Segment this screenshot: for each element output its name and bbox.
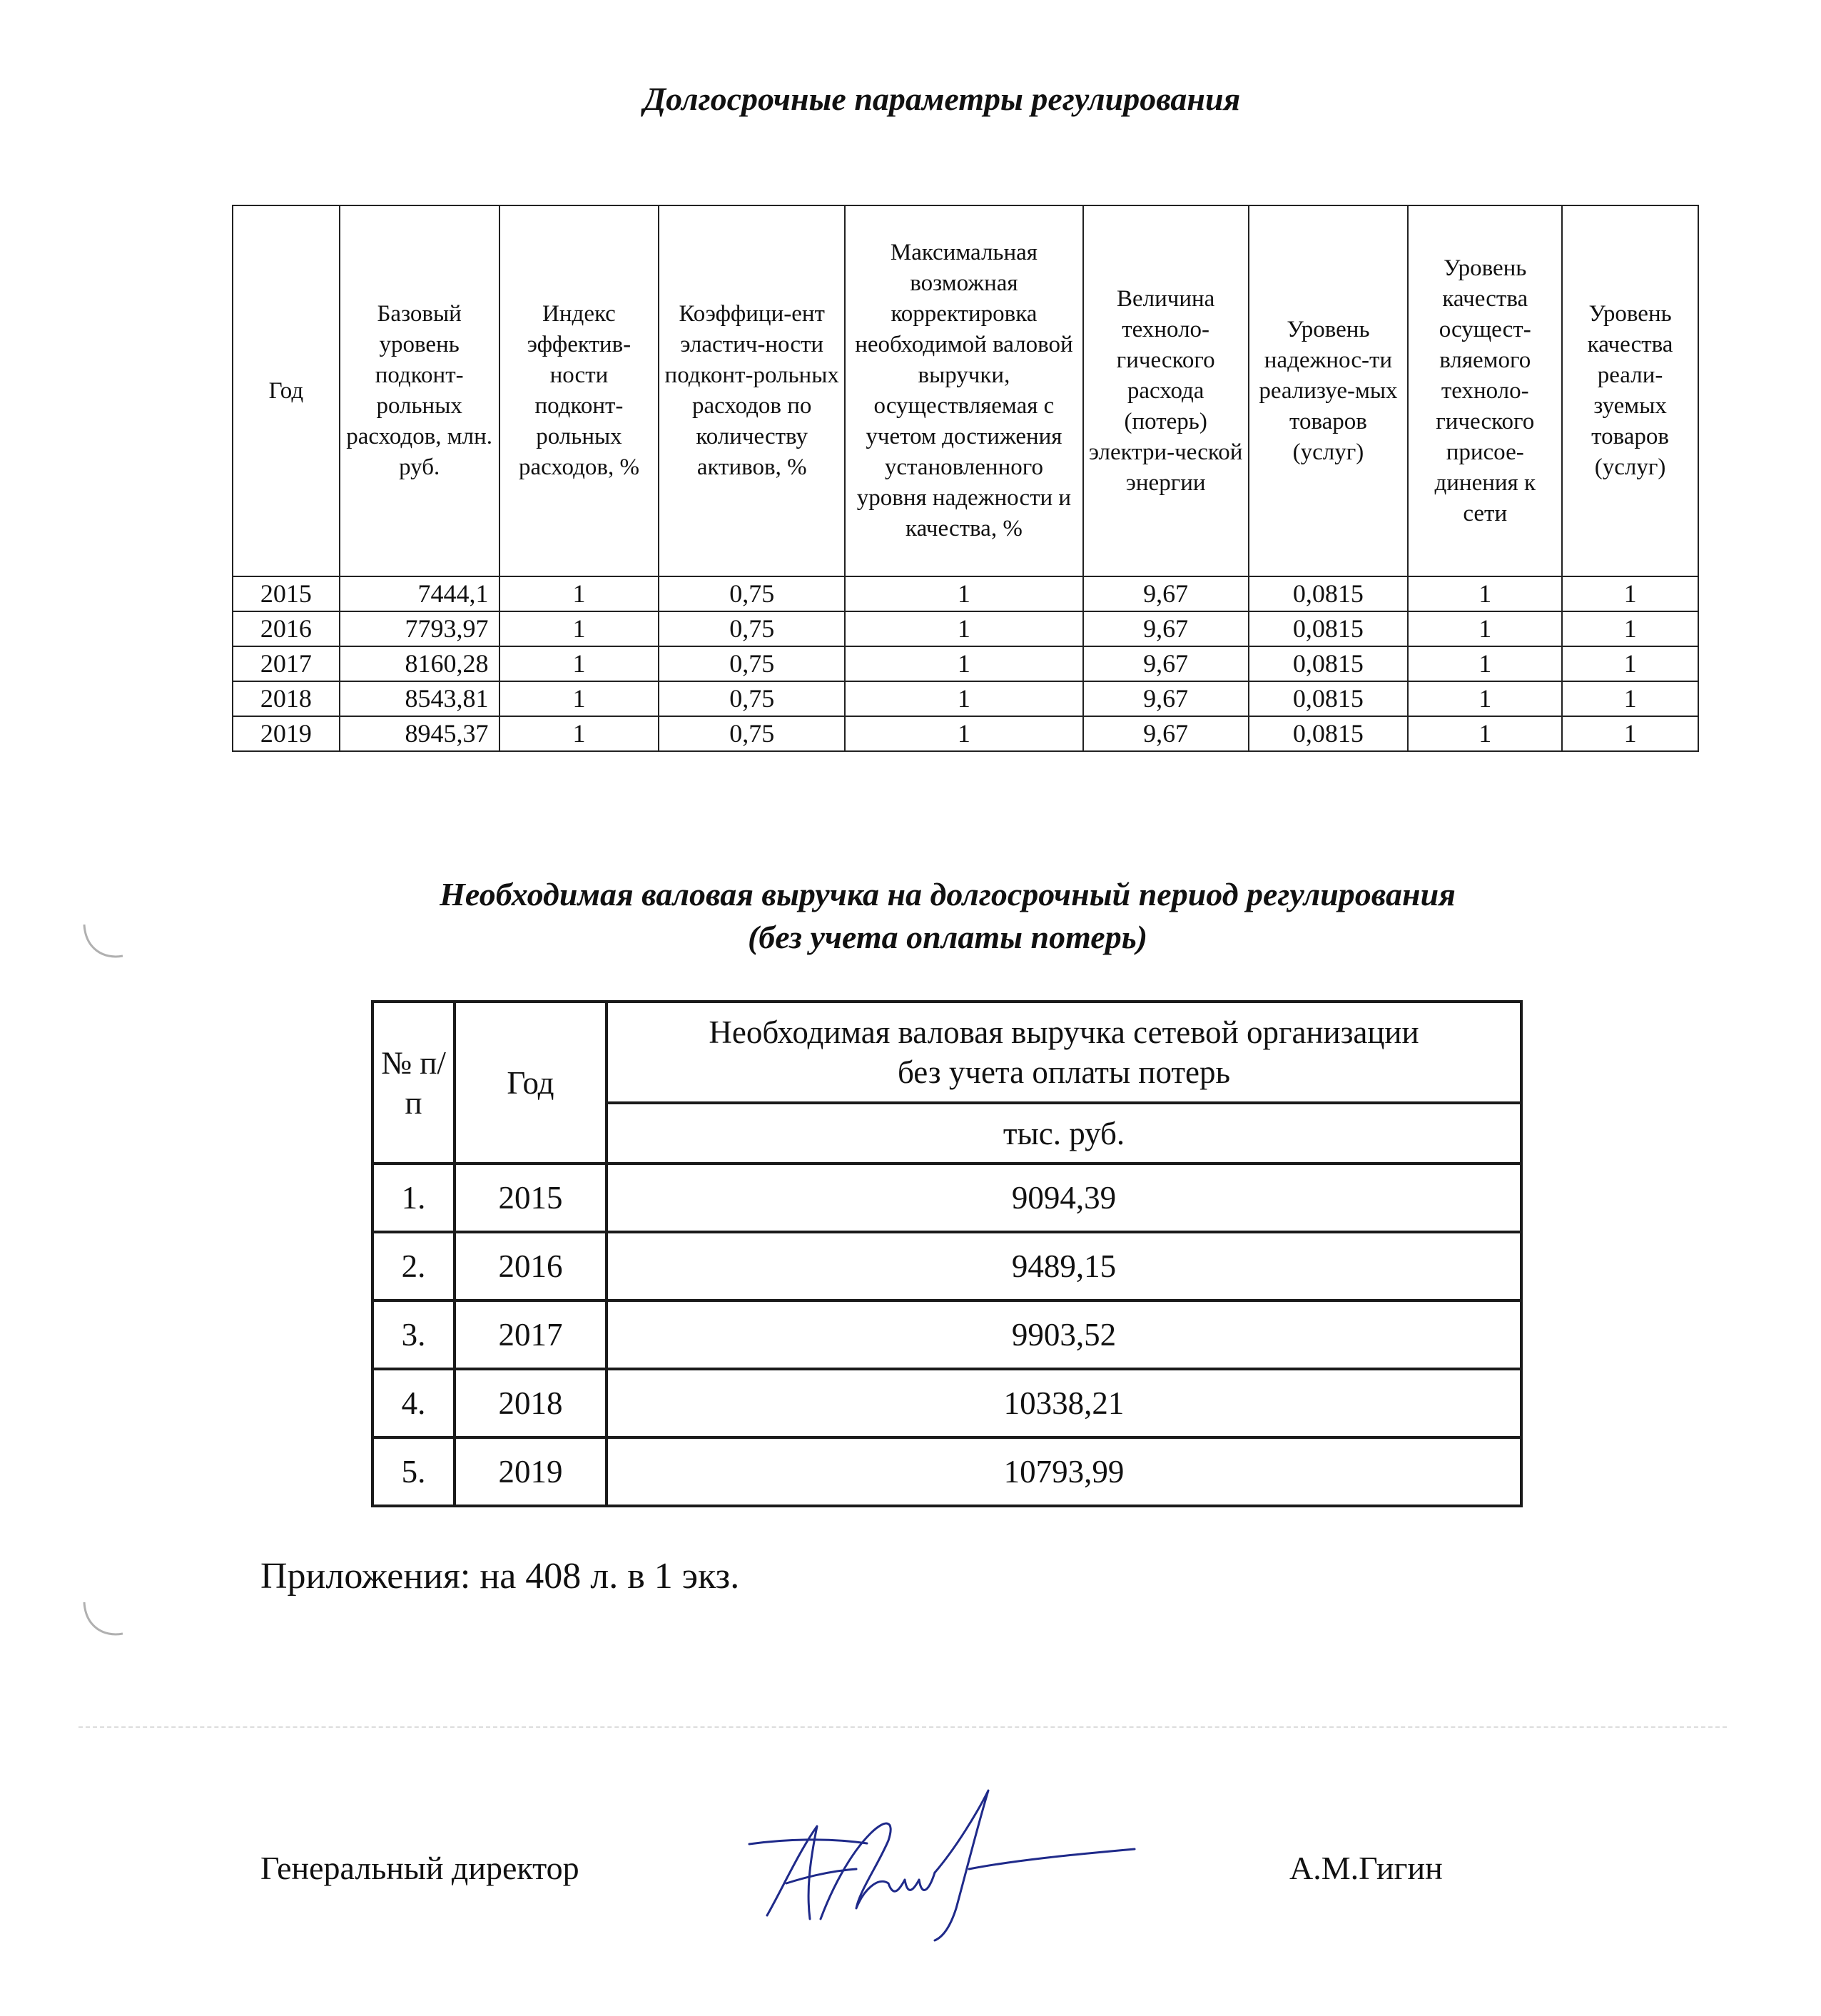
revenue-row-num: 3.: [372, 1300, 455, 1369]
params-cell: 1: [499, 681, 659, 716]
params-header-cell: Базовый уровень подконт-рольных расходов, млн. руб.: [340, 205, 499, 576]
revenue-row-year: 2016: [455, 1232, 607, 1300]
revenue-row: [372, 1369, 1521, 1437]
revenue-row: [372, 1164, 1521, 1232]
punch-hole-mark: [78, 1598, 128, 1641]
params-row: [233, 716, 1698, 751]
revenue-table: [371, 1000, 1523, 1507]
params-cell: 1: [845, 716, 1083, 751]
revenue-row-value: 10793,99: [607, 1437, 1521, 1506]
params-header-cell: Максимальная возможная корректировка необходимой валовой выручки, осуществляемая с учетом достижения установленного уровня надежности и качества, %: [845, 205, 1083, 576]
params-header-cell: Индекс эффектив-ности подконт-рольных расходов, %: [499, 205, 659, 576]
params-header-cell: Коэффици-ент эластич-ности подконт-рольных расходов по количеству активов, %: [659, 205, 845, 576]
revenue-row-value: 9903,52: [607, 1300, 1521, 1369]
params-cell: 1: [845, 646, 1083, 681]
revenue-col-value: [607, 1002, 1521, 1103]
punch-hole-mark: [78, 920, 128, 963]
revenue-row-value: 10338,21: [607, 1369, 1521, 1437]
params-cell: 2018: [233, 681, 340, 716]
revenue-title: [0, 873, 1821, 959]
params-cell: 0,75: [659, 646, 845, 681]
revenue-row-num: 4.: [372, 1369, 455, 1437]
params-cell: 0,0815: [1249, 611, 1409, 646]
params-cell: 1: [1562, 681, 1698, 716]
params-header-row: [233, 205, 1698, 576]
params-cell: 1: [499, 611, 659, 646]
params-cell: 0,75: [659, 576, 845, 611]
params-cell: 0,0815: [1249, 576, 1409, 611]
params-cell: 9,67: [1083, 681, 1249, 716]
params-cell: 1: [499, 576, 659, 611]
params-cell: 2016: [233, 611, 340, 646]
params-row: [233, 576, 1698, 611]
signer-position: Генеральный директор: [260, 1850, 579, 1886]
params-cell: 1: [1408, 576, 1562, 611]
params-cell: 0,75: [659, 681, 845, 716]
revenue-title-line1: Необходимая валовая выручка на долгосрочный период регулирования: [440, 876, 1456, 912]
params-title: Долгосрочные параметры регулирования: [643, 81, 1241, 117]
params-cell: 1: [845, 681, 1083, 716]
params-row: [233, 681, 1698, 716]
params-cell: 2019: [233, 716, 340, 751]
params-row: [233, 646, 1698, 681]
params-cell: 8945,37: [340, 716, 499, 751]
params-cell: 8160,28: [340, 646, 499, 681]
revenue-row-year: 2017: [455, 1300, 607, 1369]
revenue-row-year: 2019: [455, 1437, 607, 1506]
revenue-row-num: 1.: [372, 1164, 455, 1232]
params-cell: 0,75: [659, 716, 845, 751]
params-cell: 1: [1562, 576, 1698, 611]
params-cell: 1: [1408, 716, 1562, 751]
revenue-col-num: № п/п: [372, 1002, 455, 1164]
params-cell: 1: [499, 646, 659, 681]
page-fold-line: [78, 1726, 1727, 1728]
params-cell: 0,0815: [1249, 681, 1409, 716]
params-row: [233, 611, 1698, 646]
params-cell: 7444,1: [340, 576, 499, 611]
revenue-title-line2: (без учета оплаты потерь): [747, 919, 1148, 955]
params-cell: 9,67: [1083, 576, 1249, 611]
params-header-cell: Уровень надежнос-ти реализуе-мых товаров (услуг): [1249, 205, 1409, 576]
params-cell: 1: [1408, 681, 1562, 716]
handwritten-signature: [742, 1783, 1142, 1955]
params-cell: 0,0815: [1249, 716, 1409, 751]
revenue-row: [372, 1232, 1521, 1300]
revenue-row: [372, 1437, 1521, 1506]
revenue-unit: тыс. руб.: [607, 1103, 1521, 1164]
revenue-col-value-line1: Необходимая валовая выручка сетевой организации: [709, 1014, 1419, 1050]
regulation-params-table: [232, 205, 1699, 752]
params-cell: 1: [1408, 646, 1562, 681]
revenue-col-year: Год: [455, 1002, 607, 1164]
signer-name: А.М.Гигин: [1289, 1850, 1443, 1886]
revenue-row-num: 2.: [372, 1232, 455, 1300]
params-cell: 1: [845, 576, 1083, 611]
revenue-row-num: 5.: [372, 1437, 455, 1506]
attachments-note: Приложения: на 408 л. в 1 экз.: [260, 1556, 740, 1597]
params-cell: 7793,97: [340, 611, 499, 646]
revenue-col-value-line2: без учета оплаты потерь: [897, 1054, 1231, 1090]
revenue-row-year: 2015: [455, 1164, 607, 1232]
params-cell: 8543,81: [340, 681, 499, 716]
revenue-row-value: 9489,15: [607, 1232, 1521, 1300]
params-cell: 9,67: [1083, 646, 1249, 681]
params-cell: 1: [1562, 611, 1698, 646]
params-header-cell: Уровень качества осущест-вляемого техноло-гического присое-динения к сети: [1408, 205, 1562, 576]
params-cell: 1: [1562, 716, 1698, 751]
params-cell: 2015: [233, 576, 340, 611]
params-cell: 2017: [233, 646, 340, 681]
revenue-row: [372, 1300, 1521, 1369]
revenue-row-value: 9094,39: [607, 1164, 1521, 1232]
params-cell: 0,75: [659, 611, 845, 646]
params-cell: 1: [1562, 646, 1698, 681]
params-cell: 9,67: [1083, 716, 1249, 751]
params-header-cell: Уровень качества реали-зуемых товаров (услуг): [1562, 205, 1698, 576]
params-header-cell: Год: [233, 205, 340, 576]
revenue-row-year: 2018: [455, 1369, 607, 1437]
params-cell: 1: [499, 716, 659, 751]
params-cell: 0,0815: [1249, 646, 1409, 681]
params-header-cell: Величина техноло-гического расхода (потерь) электри-ческой энергии: [1083, 205, 1249, 576]
params-cell: 9,67: [1083, 611, 1249, 646]
revenue-header-row: [372, 1002, 1521, 1103]
params-cell: 1: [1408, 611, 1562, 646]
params-cell: 1: [845, 611, 1083, 646]
